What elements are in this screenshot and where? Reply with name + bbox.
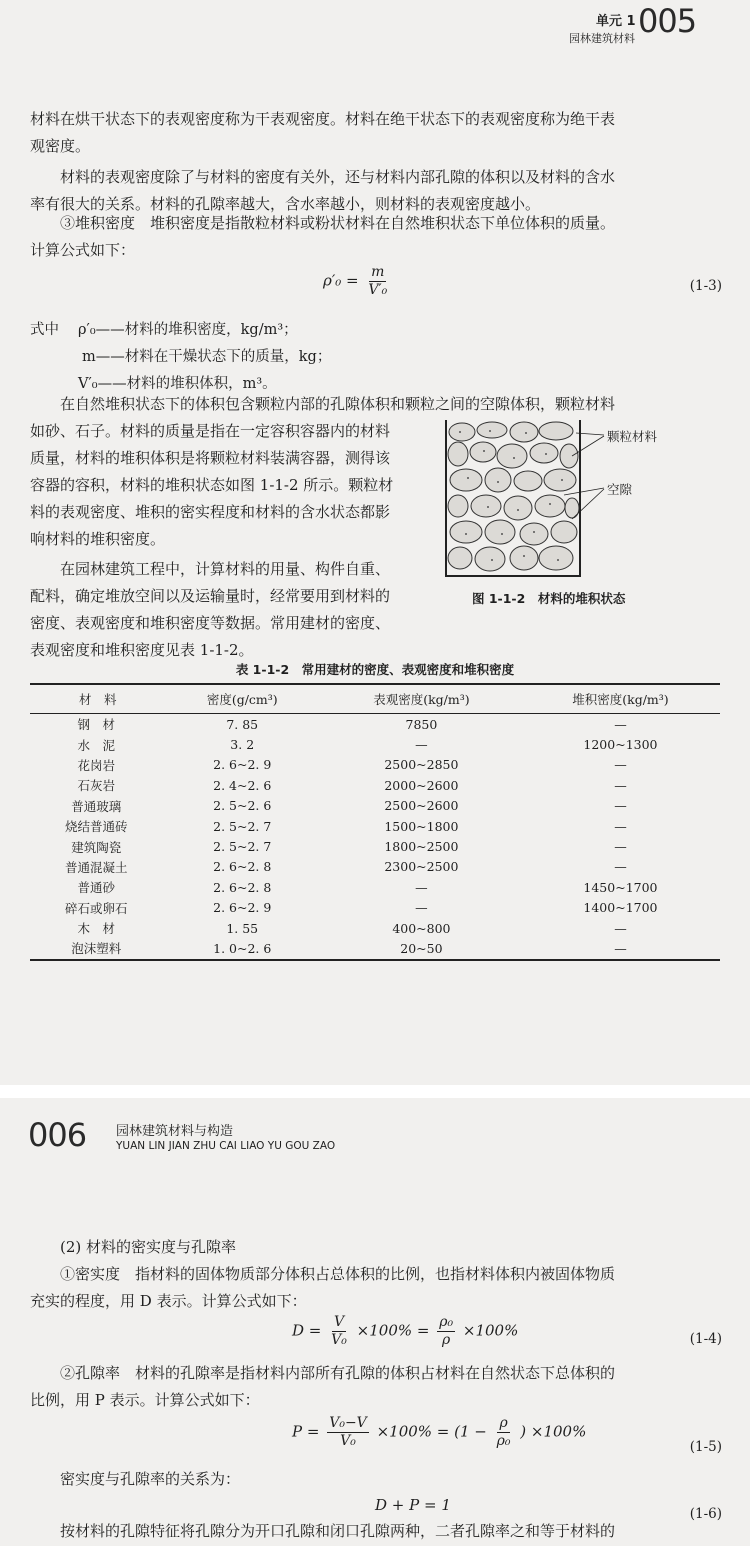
table-cell: 石灰岩 xyxy=(77,778,116,794)
stacking-figure xyxy=(438,418,714,618)
figure-label-particle: 颗粒材料 xyxy=(607,429,658,444)
running-head-subtitle: 园林建筑材料 xyxy=(569,32,635,45)
paragraph-line: 料的表观密度、堆积的密实程度和材料的含水状态都影 xyxy=(30,503,391,521)
table-cell: 泡沫塑料 xyxy=(30,938,163,959)
paragraph-line: 如砂、石子。材料的质量是指在一定容积容器内的材料 xyxy=(30,422,391,440)
running-head-unit: 单元 1 xyxy=(596,14,636,29)
paragraph-line: 计算公式如下： xyxy=(30,241,136,259)
table-row xyxy=(30,755,720,775)
table-cell: 2. 5~2. 7 xyxy=(213,818,272,834)
table-row xyxy=(30,857,720,877)
table-cell: — xyxy=(614,716,627,732)
definition-prefix: 式中 xyxy=(30,322,59,338)
table-cell: 普通混凝土 xyxy=(65,859,128,875)
table-cell: 2500~2600 xyxy=(384,798,459,814)
page-number: 006 xyxy=(28,1116,87,1154)
table-header-cell: 密度(g/cm³) xyxy=(163,684,322,714)
paragraph-line: 材料在烘干状态下的表观密度称为干表观密度。材料在绝干状态下的表观密度称为绝干表 xyxy=(30,110,616,128)
definition-line: V′₀——材料的堆积体积，m³。 xyxy=(78,376,277,392)
paragraph-line: 材料的表观密度除了与材料的密度有关外，还与材料内部孔隙的体积以及材料的含水 xyxy=(60,168,616,186)
paragraph-line: 密实度与孔隙率的关系为： xyxy=(60,1470,241,1488)
paragraph-line: 响材料的堆积密度。 xyxy=(30,530,166,548)
table-cell: 2. 5~2. 7 xyxy=(213,839,272,855)
table-cell: 7850 xyxy=(405,716,438,732)
table-cell: 2300~2500 xyxy=(384,859,459,875)
table-cell: 木 材 xyxy=(77,921,116,937)
paragraph-line: 观密度。 xyxy=(30,137,91,155)
table-row xyxy=(30,938,720,959)
paragraph-line: ②孔隙率 材料的孔隙率是指材料内部所有孔隙的体积占材料在自然状态下总体积的 xyxy=(60,1364,616,1382)
table-row xyxy=(30,775,720,795)
figure-label-void: 空隙 xyxy=(607,482,633,497)
table-cell: — xyxy=(614,839,627,855)
table-cell: 3. 2 xyxy=(230,737,255,753)
table-cell: — xyxy=(614,777,627,793)
table-cell: 1. 55 xyxy=(226,920,259,936)
running-head-title: 园林建筑材料与构造 xyxy=(116,1124,234,1139)
table-row xyxy=(30,877,720,897)
table-cell: — xyxy=(415,900,428,916)
table-cell: 1. 0~2. 6 xyxy=(163,938,322,959)
table-row xyxy=(30,734,720,754)
paragraph-line: 比例，用 P 表示。计算公式如下： xyxy=(30,1391,260,1409)
table-header-cell: 材 料 xyxy=(30,684,163,714)
table-cell: 2500~2850 xyxy=(384,757,459,773)
table-header-cell: 堆积密度(kg/m³) xyxy=(521,684,720,714)
table-cell: 2. 6~2. 9 xyxy=(213,757,272,773)
formula-number: (1-4) xyxy=(689,1331,722,1347)
paragraph-line: 配料，确定堆放空间以及运输量时，经常要用到材料的 xyxy=(30,587,391,605)
paragraph-line: 按材料的孔隙特征将孔隙分为开口孔隙和闭口孔隙两种，二者孔隙率之和等于材料的 xyxy=(60,1522,616,1540)
running-head-pinyin: YUAN LIN JIAN ZHU CAI LIAO YU GOU ZAO xyxy=(116,1140,336,1152)
table-row xyxy=(30,836,720,856)
paragraph-line: 表观密度和堆积密度见表 1-1-2。 xyxy=(30,641,254,659)
table-cell: 花岗岩 xyxy=(77,757,116,773)
paragraph-line: ③堆积密度 堆积密度是指散粒材料或粉状材料在自然堆积状态下单位体积的质量。 xyxy=(60,214,616,232)
table-row xyxy=(30,714,720,735)
definition-line: m——材料在干燥状态下的质量，kg； xyxy=(82,349,332,365)
table-cell: — xyxy=(614,757,627,773)
table-cell: — xyxy=(614,859,627,875)
table-cell: 2. 6~2. 9 xyxy=(213,900,272,916)
table-cell: 水 泥 xyxy=(77,737,116,753)
paragraph-line: 在园林建筑工程中，计算材料的用量、构件自重、 xyxy=(60,560,391,578)
table-row xyxy=(30,796,720,816)
definition-line: ρ′₀——材料的堆积密度，kg/m³； xyxy=(78,322,298,338)
table-cell: 建筑陶瓷 xyxy=(71,839,122,855)
paragraph-line: 在自然堆积状态下的体积包含颗粒内部的孔隙体积和颗粒之间的空隙体积，颗粒材料 xyxy=(60,395,616,413)
page-006 xyxy=(0,1098,750,1546)
table-cell: 20~50 xyxy=(322,938,521,959)
paragraph-line: 密度、表观密度和堆积密度等数据。常用建材的密度、 xyxy=(30,614,391,632)
paragraph-line: 充实的程度，用 D 表示。计算公式如下： xyxy=(30,1292,307,1310)
table-cell: 碎石或卵石 xyxy=(65,900,128,916)
table-row xyxy=(30,816,720,836)
table-cell: 2. 4~2. 6 xyxy=(213,777,272,793)
table-cell: 1400~1700 xyxy=(583,900,658,916)
table-cell: 烧结普通砖 xyxy=(65,819,128,835)
table-cell: — xyxy=(415,737,428,753)
table-cell: — xyxy=(614,920,627,936)
table-cell: 7. 85 xyxy=(226,716,259,732)
paragraph-line: 率有很大的关系。材料的孔隙率越大，含水率越小，则材料的表观密度越小。 xyxy=(30,195,541,213)
table-cell: — xyxy=(415,879,428,895)
table-row xyxy=(30,918,720,938)
table-cell: 2000~2600 xyxy=(384,777,459,793)
table-cell: 2. 6~2. 8 xyxy=(213,879,272,895)
paragraph-line: 质量，材料的堆积体积是将颗粒材料装满容器，测得该 xyxy=(30,449,391,467)
table-cell: 1450~1700 xyxy=(583,879,658,895)
table-cell: 钢 材 xyxy=(77,717,116,733)
table-cell: 普通玻璃 xyxy=(71,798,122,814)
table-cell: — xyxy=(614,818,627,834)
table-header-row xyxy=(30,684,720,714)
table-cell: 1200~1300 xyxy=(583,737,658,753)
table-cell: 2. 6~2. 8 xyxy=(213,859,272,875)
formula-number: (1-3) xyxy=(689,278,722,294)
paragraph-line: 容器的容积，材料的堆积状态如图 1-1-2 所示。颗粒材 xyxy=(30,476,394,494)
table-cell: 400~800 xyxy=(392,920,451,936)
paragraph-line: ①密实度 指材料的固体物质部分体积占总体积的比例，也指材料体积内被固体物质 xyxy=(60,1265,616,1283)
formula-1-6: D + P = 1 xyxy=(375,1496,451,1514)
formula-1-4: D = $\frac{V}{\text{V₀}}$ ×100% = $\frac{\text{ρ₀}}{\rho}$ ×100% xyxy=(292,1314,519,1348)
table-header-cell: 表观密度(kg/m³) xyxy=(322,684,521,714)
table-caption: 表 1-1-2 常用建材的密度、表观密度和堆积密度 xyxy=(235,662,515,677)
formula-number: (1-5) xyxy=(689,1439,722,1455)
table-cell: — xyxy=(521,938,720,959)
table-cell: 1500~1800 xyxy=(384,818,459,834)
table-cell: 普通砂 xyxy=(77,880,116,896)
table-cell: 1800~2500 xyxy=(384,839,459,855)
figure-caption: 图 1-1-2 材料的堆积状态 xyxy=(472,591,626,606)
section-heading: (2) 材料的密实度与孔隙率 xyxy=(60,1238,237,1256)
table-row xyxy=(30,898,720,918)
page-number: 005 xyxy=(638,2,697,40)
table-cell: 2. 5~2. 6 xyxy=(213,798,272,814)
formula-number: (1-6) xyxy=(689,1506,722,1522)
density-table xyxy=(30,683,720,961)
table-cell: — xyxy=(614,798,627,814)
formula-1-5: P = $\frac{\text{V₀−V}}{\text{V₀}}$ ×100% = (1 − $\frac{\rho}{\text{ρ₀}}$ ) ×100% xyxy=(292,1415,587,1449)
formula-1-3: ρ′₀ = $\frac{m}{\text{V′₀}}$ xyxy=(323,264,388,298)
